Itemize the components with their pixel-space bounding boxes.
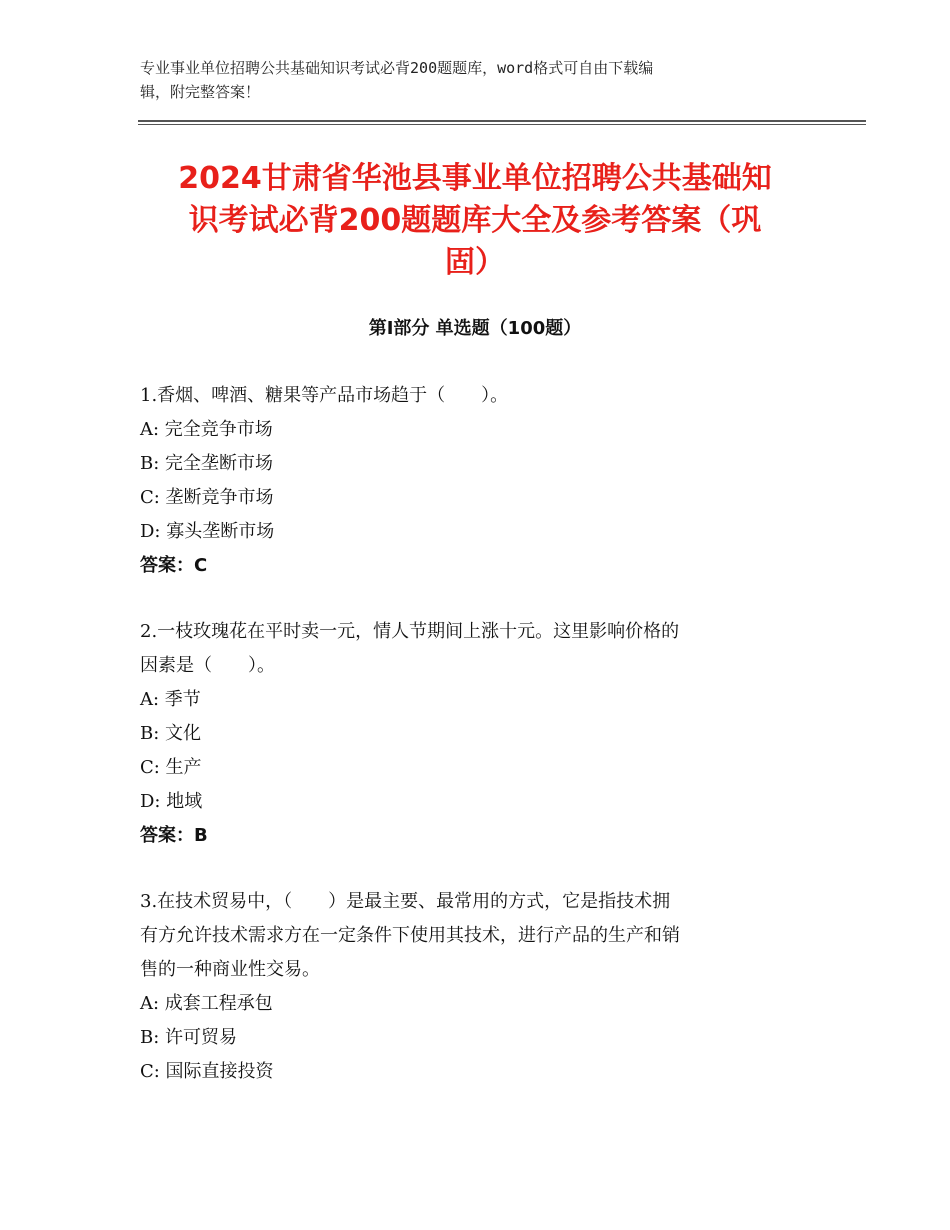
header-note-line-2: 辑，附完整答案！ xyxy=(140,83,261,101)
section-title: 第Ⅰ部分 单选题（100题） xyxy=(368,318,582,339)
question-1-answer: 答案：C xyxy=(140,555,208,576)
question-3-stem-line-1: 3.在技术贸易中，（ ）是最主要、最常用的方式，它是指技术拥 xyxy=(140,891,671,912)
question-1 xyxy=(140,379,805,583)
question-2-option-a: A: 季节 xyxy=(140,689,201,710)
question-list xyxy=(140,379,805,1121)
document-title-line-2: 识考试必背200题题库大全及参考答案（巩 xyxy=(188,203,762,238)
header-note-line-1: 专业事业单位招聘公共基础知识考试必背200题题库，word格式可自由下载编 xyxy=(140,59,654,77)
document-title-line-3: 固） xyxy=(445,245,505,280)
question-2-option-d: D: 地域 xyxy=(140,791,203,812)
question-3-stem-line-3: 售的一种商业性交易。 xyxy=(140,959,320,980)
question-1-option-b: B: 完全垄断市场 xyxy=(140,453,274,474)
question-3-option-c: C: 国际直接投资 xyxy=(140,1061,274,1082)
question-3-stem-line-2: 有方允许技术需求方在一定条件下使用其技术，进行产品的生产和销 xyxy=(140,925,680,946)
document-title xyxy=(138,158,812,284)
question-3-option-b: B: 许可贸易 xyxy=(140,1027,238,1048)
question-2-answer: 答案：B xyxy=(140,825,208,846)
question-2 xyxy=(140,615,805,853)
question-1-option-c: C: 垄断竞争市场 xyxy=(140,487,274,508)
question-2-stem-line-2: 因素是（ ）。 xyxy=(140,655,275,676)
question-2-option-b: B: 文化 xyxy=(140,723,202,744)
header-note xyxy=(140,56,790,104)
header-rule-thin xyxy=(138,124,866,125)
question-1-stem-line-1: 1.香烟、啤酒、糖果等产品市场趋于（ ）。 xyxy=(140,385,509,406)
question-2-stem-line-1: 2.一枝玫瑰花在平时卖一元，情人节期间上涨十元。这里影响价格的 xyxy=(140,621,680,642)
question-1-option-d: D: 寡头垄断市场 xyxy=(140,521,275,542)
question-1-option-a: A: 完全竞争市场 xyxy=(140,419,273,440)
document-title-line-1: 2024甘肃省华池县事业单位招聘公共基础知 xyxy=(178,161,772,196)
header-rule-thick xyxy=(138,120,866,122)
question-3 xyxy=(140,885,805,1089)
question-2-option-c: C: 生产 xyxy=(140,757,202,778)
question-3-option-a: A: 成套工程承包 xyxy=(140,993,273,1014)
